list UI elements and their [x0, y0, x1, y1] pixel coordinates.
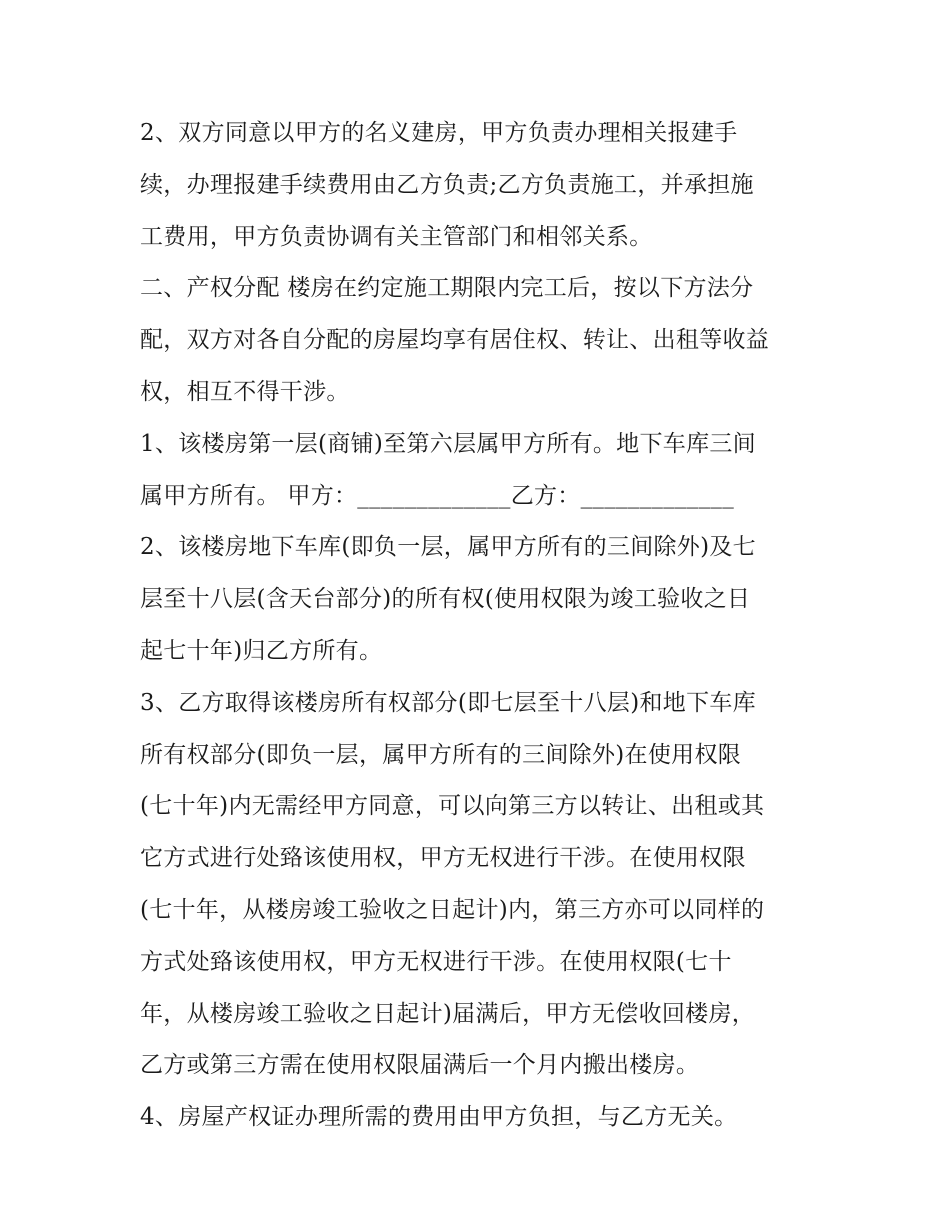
text-line: 它方式进行处臵该使用权，甲方无权进行干涉。在使用权限	[140, 845, 746, 872]
text-line: 所有权部分(即负一层，属甲方所有的三间除外)在使用权限	[140, 741, 742, 768]
text-line: 续，办理报建手续费用由乙方负责;乙方负责施工，并承担施	[140, 171, 754, 198]
text-line: 起七十年)归乙方所有。	[140, 637, 383, 664]
document-body	[140, 108, 820, 1144]
text-line: (七十年)内无需经甲方同意，可以向第三方以转让、出租或其	[140, 793, 765, 820]
text-line: 4、房屋产权证办理所需的费用由甲方负担，与乙方无关。	[140, 1104, 738, 1131]
paragraph-usage-rights	[140, 678, 820, 1092]
text-line: 权，相互不得干涉。	[140, 378, 350, 405]
signature-line: 属甲方所有。 甲方：_____________乙方：_____________	[140, 482, 735, 509]
text-line: 方式处臵该使用权，甲方无权进行干涉。在使用权限(七十	[140, 948, 732, 975]
text-line: 2、双方同意以甲方的名义建房，甲方负责办理相关报建手	[140, 120, 738, 146]
paragraph-construction-responsibility	[140, 108, 820, 263]
text-line: 乙方或第三方需在使用权限届满后一个月内搬出楼房。	[140, 1052, 700, 1079]
text-line: 工费用，甲方负责协调有关主管部门和相邻关系。	[140, 223, 653, 250]
paragraph-certificate-fees	[140, 1092, 820, 1144]
text-line: 层至十八层(含天台部分)的所有权(使用权限为竣工验收之日	[140, 586, 751, 613]
paragraph-property-allocation-heading	[140, 263, 820, 418]
text-line: 年，从楼房竣工验收之日起计)届满后，甲方无偿收回楼房，	[140, 1000, 756, 1027]
text-line: (七十年，从楼房竣工验收之日起计)内，第三方亦可以同样的	[140, 896, 765, 923]
text-line: 配，双方对各自分配的房屋均享有居住权、转让、出租等收益	[140, 327, 770, 354]
text-line: 2、该楼房地下车库(即负一层，属甲方所有的三间除外)及七	[140, 534, 756, 561]
text-line: 3、乙方取得该楼房所有权部分(即七层至十八层)和地下车库	[140, 689, 756, 716]
text-line: 二、产权分配 楼房在约定施工期限内完工后，按以下方法分	[140, 275, 754, 302]
text-line: 1、该楼房第一层(商铺)至第六层属甲方所有。地下车库三间	[140, 430, 756, 457]
paragraph-party-b-floors	[140, 522, 820, 677]
paragraph-party-a-floors	[140, 419, 820, 523]
